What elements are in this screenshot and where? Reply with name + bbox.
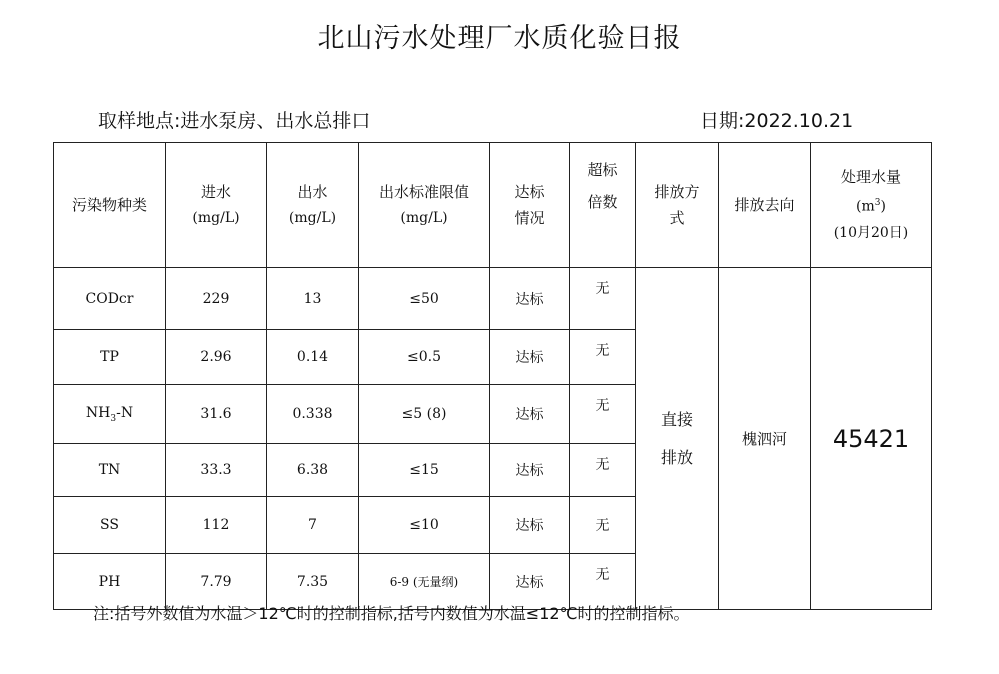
header-destination: 排放去向 xyxy=(719,143,811,268)
cell-limit: ≤0.5 xyxy=(359,330,490,385)
cell-status: 达标 xyxy=(490,268,570,330)
footnote: 注:括号外数值为水温＞12℃时的控制指标,括号内数值为水温≤12℃时的控制指标。 xyxy=(93,604,690,623)
cell-limit: ≤10 xyxy=(359,497,490,554)
cell-limit: ≤50 xyxy=(359,268,490,330)
header-exceed xyxy=(570,143,636,268)
header-status xyxy=(490,143,570,268)
header-exceed-line1: 超标 xyxy=(587,161,618,179)
cell-inflow: 33.3 xyxy=(166,444,267,497)
cell-limit: ≤15 xyxy=(359,444,490,497)
table-row xyxy=(54,268,932,330)
pollutant-nh-base: NH xyxy=(85,404,111,421)
cell-pollutant: TN xyxy=(54,444,166,497)
cell-status: 达标 xyxy=(490,444,570,497)
sampling-location xyxy=(98,106,370,133)
volume-unit-close: ) xyxy=(880,198,886,215)
header-row xyxy=(54,143,932,268)
header-method-line1: 排放方 xyxy=(654,183,700,201)
header-inflow-label: 进水 xyxy=(200,183,231,201)
cell-discharge-destination: 槐泗河 xyxy=(719,268,811,610)
water-quality-table xyxy=(53,142,932,610)
header-volume-line1: 处理水量 xyxy=(840,168,901,187)
cell-exceed: 无 xyxy=(570,385,636,444)
cell-inflow: 7.79 xyxy=(166,554,267,610)
cell-outflow: 0.14 xyxy=(267,330,359,385)
cell-inflow: 2.96 xyxy=(166,330,267,385)
header-volume-date: (10月20日) xyxy=(833,224,909,241)
header-status-line2: 情况 xyxy=(514,209,545,227)
date-value: 2022.10.21 xyxy=(744,110,854,132)
cell-outflow: 6.38 xyxy=(267,444,359,497)
cell-limit: ≤5 (8) xyxy=(359,385,490,444)
cell-discharge-method xyxy=(636,268,719,610)
header-outflow-label: 出水 xyxy=(297,183,328,201)
header-exceed-line2: 倍数 xyxy=(587,193,618,211)
report-date xyxy=(700,106,853,133)
cell-exceed: 无 xyxy=(570,444,636,497)
header-outflow xyxy=(267,143,359,268)
sampling-label: 取样地点: xyxy=(98,110,181,132)
cell-status: 达标 xyxy=(490,385,570,444)
cell-status: 达标 xyxy=(490,497,570,554)
cell-pollutant: TP xyxy=(54,330,166,385)
cell-status: 达标 xyxy=(490,330,570,385)
header-outflow-unit: (mg/L) xyxy=(288,210,337,226)
cell-outflow: 13 xyxy=(267,268,359,330)
cell-inflow: 31.6 xyxy=(166,385,267,444)
pollutant-nh-suffix: -N xyxy=(116,404,134,421)
cell-inflow: 112 xyxy=(166,497,267,554)
cell-outflow: 0.338 xyxy=(267,385,359,444)
cell-pollutant: CODcr xyxy=(54,268,166,330)
cell-inflow: 229 xyxy=(166,268,267,330)
cell-outflow: 7.35 xyxy=(267,554,359,610)
cell-exceed: 无 xyxy=(570,497,636,554)
discharge-method-line1: 直接 xyxy=(660,409,693,429)
header-inflow xyxy=(166,143,267,268)
cell-exceed: 无 xyxy=(570,554,636,610)
header-method xyxy=(636,143,719,268)
sampling-value: 进水泵房、出水总排口 xyxy=(180,110,371,132)
volume-unit-open: (m xyxy=(856,198,875,215)
header-limit-unit: (mg/L) xyxy=(400,210,448,226)
cell-outflow: 7 xyxy=(267,497,359,554)
header-pollutant: 污染物种类 xyxy=(54,143,166,268)
report-title: 北山污水处理厂水质化验日报 xyxy=(317,23,682,54)
cell-pollutant: SS xyxy=(54,497,166,554)
header-volume xyxy=(811,143,932,268)
cell-exceed: 无 xyxy=(570,268,636,330)
header-volume-unit xyxy=(811,190,931,220)
cell-treated-volume: 45421 xyxy=(811,268,932,610)
header-limit xyxy=(359,143,490,268)
volume-unit-exponent: 3 xyxy=(874,198,881,209)
cell-limit: 6-9 (无量纲) xyxy=(359,554,490,610)
header-status-line1: 达标 xyxy=(514,183,545,201)
cell-exceed: 无 xyxy=(570,330,636,385)
pollutant-nh-subscript: 3 xyxy=(110,413,117,424)
discharge-method-line2: 排放 xyxy=(660,447,693,467)
header-limit-label: 出水标准限值 xyxy=(378,183,469,201)
cell-status: 达标 xyxy=(490,554,570,610)
header-inflow-unit: (mg/L) xyxy=(192,210,240,226)
header-method-line2: 式 xyxy=(669,209,685,227)
cell-pollutant: PH xyxy=(54,554,166,610)
date-label: 日期: xyxy=(700,110,745,132)
cell-pollutant xyxy=(54,385,166,444)
